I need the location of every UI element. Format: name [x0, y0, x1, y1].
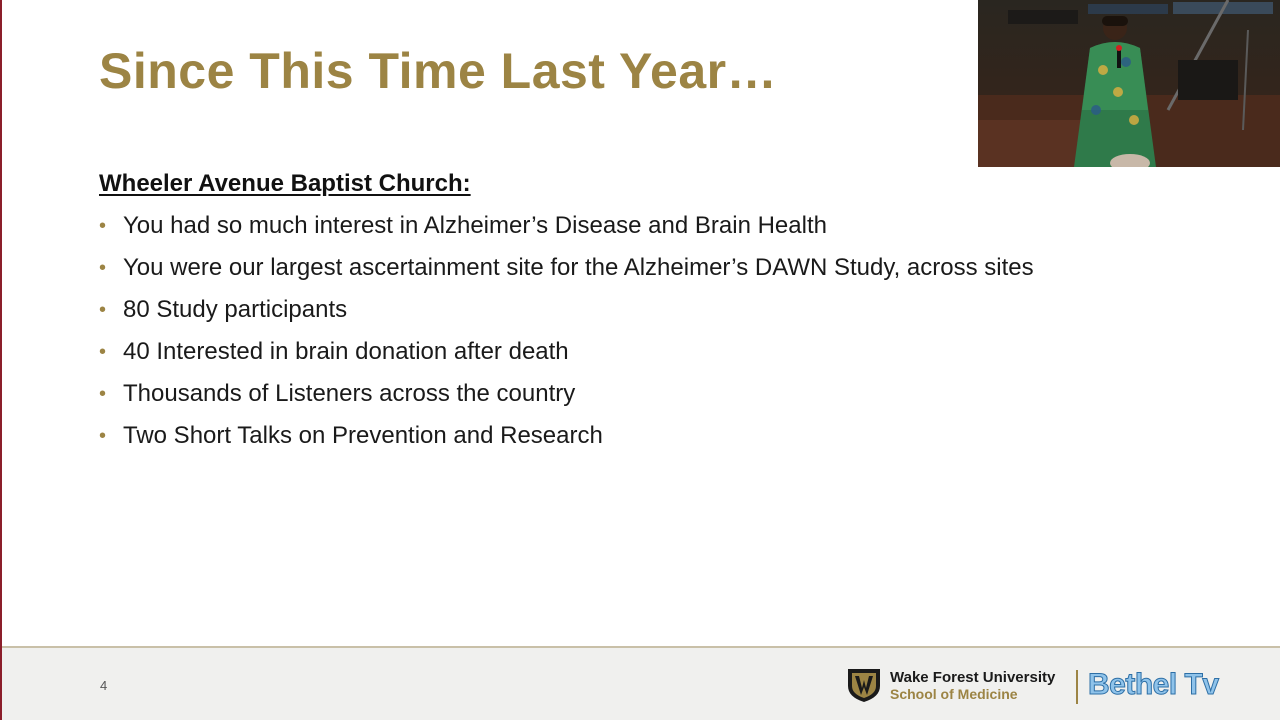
- bullet-text: 40 Interested in brain donation after death: [123, 338, 569, 365]
- institution-school: School of Medicine: [890, 686, 1018, 702]
- bullet-icon: •: [99, 341, 107, 363]
- bullet-icon: •: [99, 425, 107, 447]
- footer-divider: [1076, 670, 1078, 704]
- bullet-text: You had so much interest in Alzheimer’s Disease and Brain Health: [123, 212, 827, 239]
- speaker-video-inset: [978, 0, 1280, 167]
- bullet-item: [99, 205, 1034, 247]
- bullet-item: [99, 373, 1034, 415]
- bullet-text: 80 Study participants: [123, 296, 348, 323]
- bullet-list: [99, 205, 1034, 457]
- bullet-icon: •: [99, 257, 107, 279]
- bullet-item: [99, 289, 1034, 331]
- bullet-text: Two Short Talks on Prevention and Research: [123, 422, 603, 449]
- institution-name: Wake Forest University: [890, 669, 1056, 686]
- bullet-item: [99, 247, 1034, 289]
- speaker-video-picture: [978, 0, 1280, 167]
- page-number: 4: [100, 678, 108, 693]
- wake-forest-shield-logo: [845, 666, 883, 704]
- bethel-tv-watermark: Bethel Tv: [1088, 668, 1219, 701]
- bullet-item: [99, 415, 1034, 457]
- bullet-text: You were our largest ascertainment site for the Alzheimer’s DAWN Study, across sites: [123, 254, 1034, 281]
- slide-subheading: Wheeler Avenue Baptist Church:: [99, 170, 471, 197]
- slide-footer: [2, 646, 1280, 720]
- bullet-icon: •: [99, 215, 107, 237]
- bullet-icon: •: [99, 299, 107, 321]
- bullet-icon: •: [99, 383, 107, 405]
- bullet-text: Thousands of Listeners across the country: [123, 380, 576, 407]
- slide-title: Since This Time Last Year…: [99, 43, 778, 99]
- bullet-item: [99, 331, 1034, 373]
